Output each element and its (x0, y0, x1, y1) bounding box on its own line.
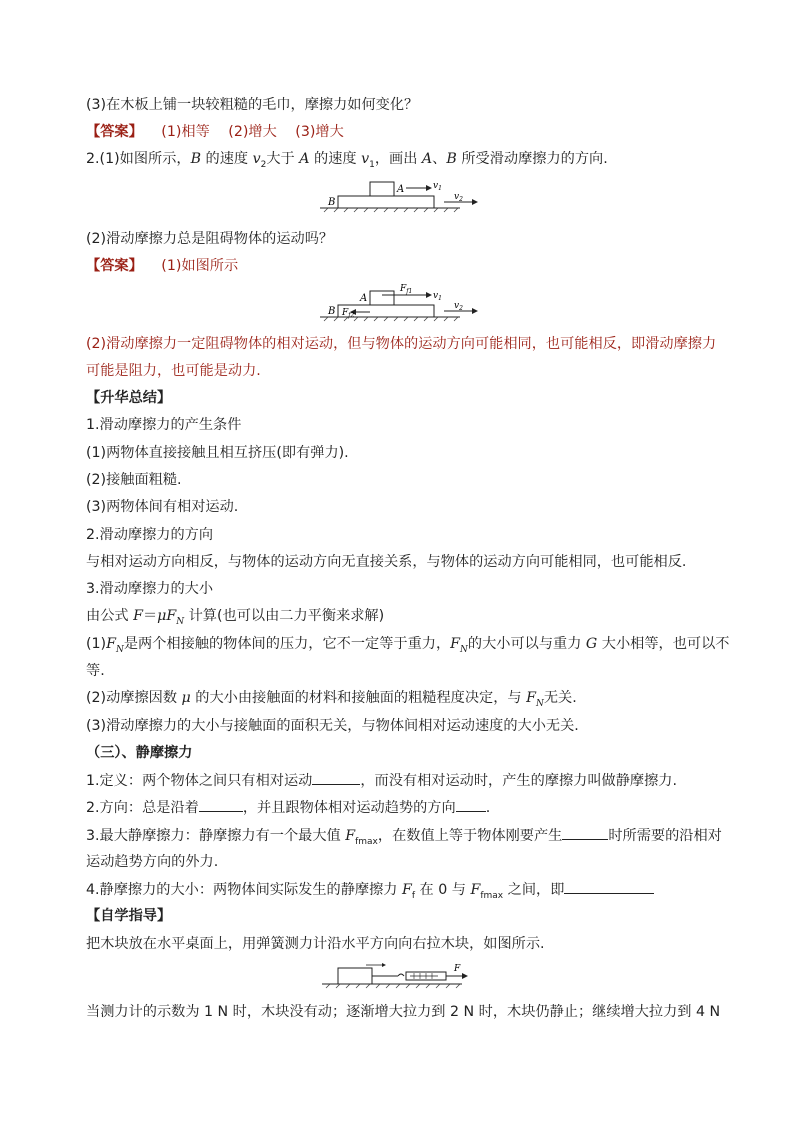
label-v2: $v_2$ (454, 192, 463, 203)
label-v1: $v_1$ (433, 181, 442, 192)
fn-line-1: $(1)F_N$是两个相接触的物体间的压力，它不一定等于重力，$F_N$的大小可以与重力 G 大小相等，也可以不 (86, 636, 730, 655)
answer-tag: 【答案】 (86, 124, 143, 140)
guide-line: 把木块放在水平桌面上，用弹簧测力计沿水平方向向右拉木块，如图所示. (86, 936, 545, 952)
static-title: （三）、静摩擦力 (86, 745, 193, 761)
answer-2 (86, 256, 238, 276)
guide-line: 当测力计的示数为 1 N 时，木块没有动；逐渐增大拉力到 2 N 时，木块仍静止；继续增大拉力到 4 N (86, 1004, 721, 1020)
answer-tag: 【答案】 (86, 258, 143, 274)
blank[interactable] (312, 770, 360, 785)
label-A: A (360, 293, 368, 304)
static-max: 3.最大静摩擦力：静摩擦力有一个最大值 $F_{fmax}$，在数值上等于物体刚要产生 时所需要的沿相对 (86, 825, 722, 852)
summary-line: (1)两物体直接接触且相互挤压(即有弹力). (86, 445, 349, 461)
summary-line: 与相对运动方向相反，与物体的运动方向无直接关系，与物体的运动方向可能相同，也可能相反. (86, 554, 687, 570)
guide-title: 【自学指导】 (86, 908, 172, 924)
answer-part: (1)相等 (161, 124, 210, 140)
summary-line: 1.滑动摩擦力的产生条件 (86, 417, 242, 433)
summary-title: 【升华总结】 (86, 390, 172, 406)
label-v2: $v_2$ (454, 301, 463, 312)
answer-text: (1)如图所示 (161, 258, 239, 274)
answer-1 (86, 122, 344, 142)
answer-2-2-line2: 可能是阻力，也可能是动力. (86, 363, 261, 379)
label-v1: $v_1$ (433, 291, 442, 302)
blank[interactable] (199, 797, 243, 812)
label-A: A (397, 184, 405, 195)
static-dir: 2.方向：总是沿着 ，并且跟物体相对运动趋势的方向 . (86, 797, 490, 818)
answer-2-2-line1: (2)滑动摩擦力一定阻碍物体的相对运动，但与物体的运动方向可能相同，也可能相反，即滑动摩擦力 (86, 336, 717, 352)
mu-line: (2)动摩擦因数 μ 的大小由接触面的材料和接触面的粗糙程度决定，与 $F_N$无关. (86, 690, 577, 709)
summary-line: (2)接触面粗糙. (86, 472, 182, 488)
static-def: 1.定义：两个物体之间只有相对运动 ，而没有相对运动时，产生的摩擦力叫做静摩擦力. (86, 770, 677, 791)
blank[interactable] (562, 825, 608, 840)
blank[interactable] (456, 797, 486, 812)
label-B: B (328, 197, 336, 208)
figure-spring-scale (322, 960, 472, 990)
label-Ff2: $F_{f2}$ (342, 308, 355, 319)
figure-blocks-2 (320, 282, 490, 324)
summary-line: 2.滑动摩擦力的方向 (86, 527, 214, 543)
summary-line: (3)两物体间有相对运动. (86, 499, 239, 515)
label-F: F (454, 964, 461, 974)
answer-part: (3)增大 (295, 124, 344, 140)
question-3: (3)在木板上铺一块较粗糙的毛巾，摩擦力如何变化？ (86, 97, 419, 113)
label-Ff1: $F_{f1}$ (400, 284, 413, 295)
fn-line-2: 等. (86, 663, 105, 679)
label-B: B (328, 306, 336, 317)
static-max-2: 运动趋势方向的外力. (86, 854, 219, 870)
question-2-1: 2.(1)如图所示，B 的速度 $v_2$大于 A 的速度 $v_1$，画出 A、B 所受滑动摩擦力的方向. (86, 151, 608, 170)
answer-part: (2)增大 (228, 124, 277, 140)
summary-line: 3.滑动摩擦力的大小 (86, 581, 214, 597)
figure-blocks-1 (320, 174, 490, 214)
question-2-2: (2)滑动摩擦力总是阻碍物体的运动吗？ (86, 231, 334, 247)
formula-line: 由公式 $F=\mu F_N$ 计算(也可以由二力平衡来求解) (86, 608, 385, 627)
summary-line: (3)滑动摩擦力的大小与接触面的面积无关，与物体间相对运动速度的大小无关. (86, 718, 579, 734)
blank[interactable] (564, 879, 654, 894)
static-size: 4.静摩擦力的大小：两物体间实际发生的静摩擦力 $F_f$ 在 0 与 $F_{fmax}$ 之间，即 (86, 879, 654, 906)
